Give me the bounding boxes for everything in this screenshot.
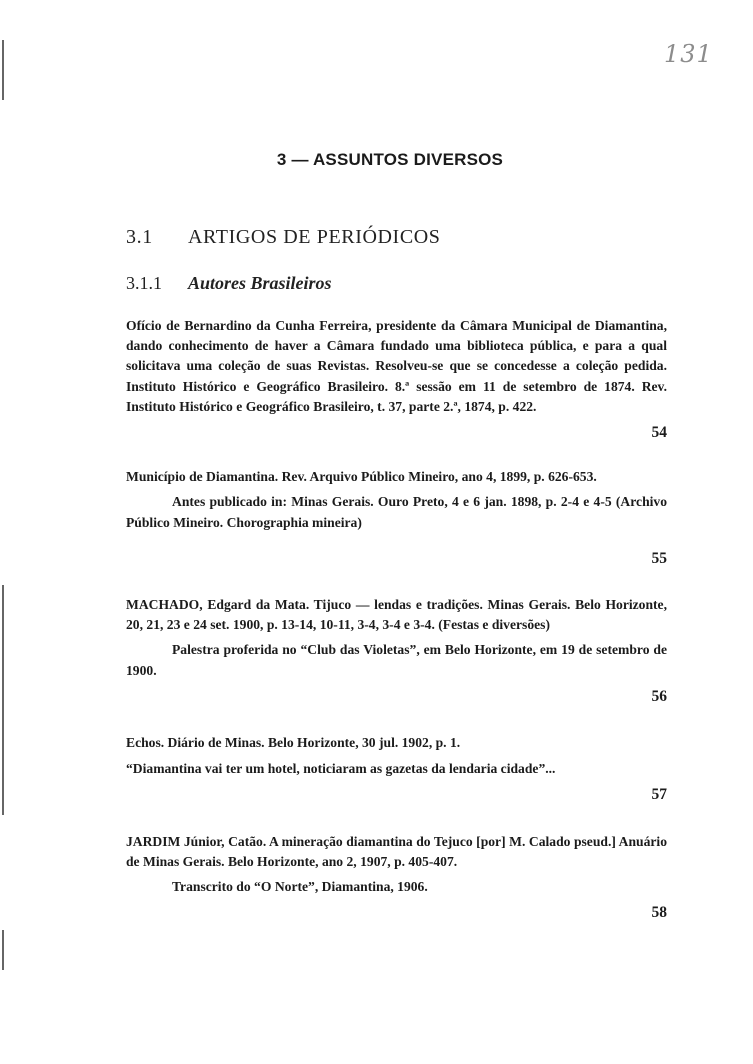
bibliography-entries: [126, 316, 667, 949]
subsection-title: Autores Brasileiros: [188, 273, 332, 293]
entry-number: 55: [651, 549, 667, 567]
section-number: 3.1: [126, 226, 153, 248]
entry-number: 54: [651, 424, 667, 442]
bibliography-entry: [126, 467, 667, 569]
entry-note: Palestra proferida no “Club das Violetas”, em Belo Horizonte, em 19 de setembro de 1900.: [126, 642, 667, 678]
subsection-number: 3.1.1: [126, 273, 162, 293]
section-heading: [126, 226, 441, 249]
bibliography-entry: [126, 595, 667, 707]
entry-text: JARDIM Júnior, Catão. A mineração diamantina do Tejuco [por] M. Calado pseud.] Anuário de Minas Gerais. Belo Horizonte, ano 2, 1907, p. 405-407.: [126, 833, 667, 869]
entry-number: 57: [651, 786, 667, 804]
subsection-heading: [126, 273, 332, 294]
chapter-title: 3 — ASSUNTOS DIVERSOS: [276, 150, 504, 169]
entry-text: Echos. Diário de Minas. Belo Horizonte, 30 jul. 1902, p. 1.: [126, 735, 461, 751]
entry-number: 58: [651, 904, 667, 922]
section-title: ARTIGOS DE PERIÓDICOS: [188, 226, 441, 248]
entry-note: Antes publicado in: Minas Gerais. Ouro Preto, 4 e 6 jan. 1898, p. 2-4 e 4-5 (Archivo Público Mineiro. Chorographia mineira): [126, 494, 667, 530]
entry-text: Ofício de Bernardino da Cunha Ferreira, presidente da Câmara Municipal de Diamantina, dando conhecimento de haver a Câmara fundado uma biblioteca pública, e para a qual solicitava uma coleção de suas Revistas. Resolveu-se que se concedesse a coleção pedida. Instituto Histórico e Geográfico Brasileiro. 8.ª sessão em 11 de setembro de 1874. Rev. Instituto Histórico e Geográfico Brasileiro, t. 37, parte 2.ª, 1874, p. 422.: [126, 318, 667, 414]
bibliography-entry: [126, 832, 667, 924]
entry-text: Município de Diamantina. Rev. Arquivo Público Mineiro, ano 4, 1899, p. 626-653.: [126, 469, 597, 485]
bibliography-entry: [126, 316, 667, 443]
page-number: 131: [664, 40, 713, 68]
entry-note: “Diamantina vai ter um hotel, noticiaram as gazetas da lendaria cidade”...: [126, 761, 556, 777]
entry-note: Transcrito do “O Norte”, Diamantina, 1906.: [172, 879, 428, 895]
bibliography-entry: [126, 733, 667, 806]
entry-number: 56: [651, 687, 667, 705]
entry-text: MACHADO, Edgard da Mata. Tijuco — lendas e tradições. Minas Gerais. Belo Horizonte, 20, 21, 23 e 24 set. 1900, p. 13-14, 10-11, 3-4, 3-4 e 3-4. (Festas e diversões): [126, 597, 667, 633]
